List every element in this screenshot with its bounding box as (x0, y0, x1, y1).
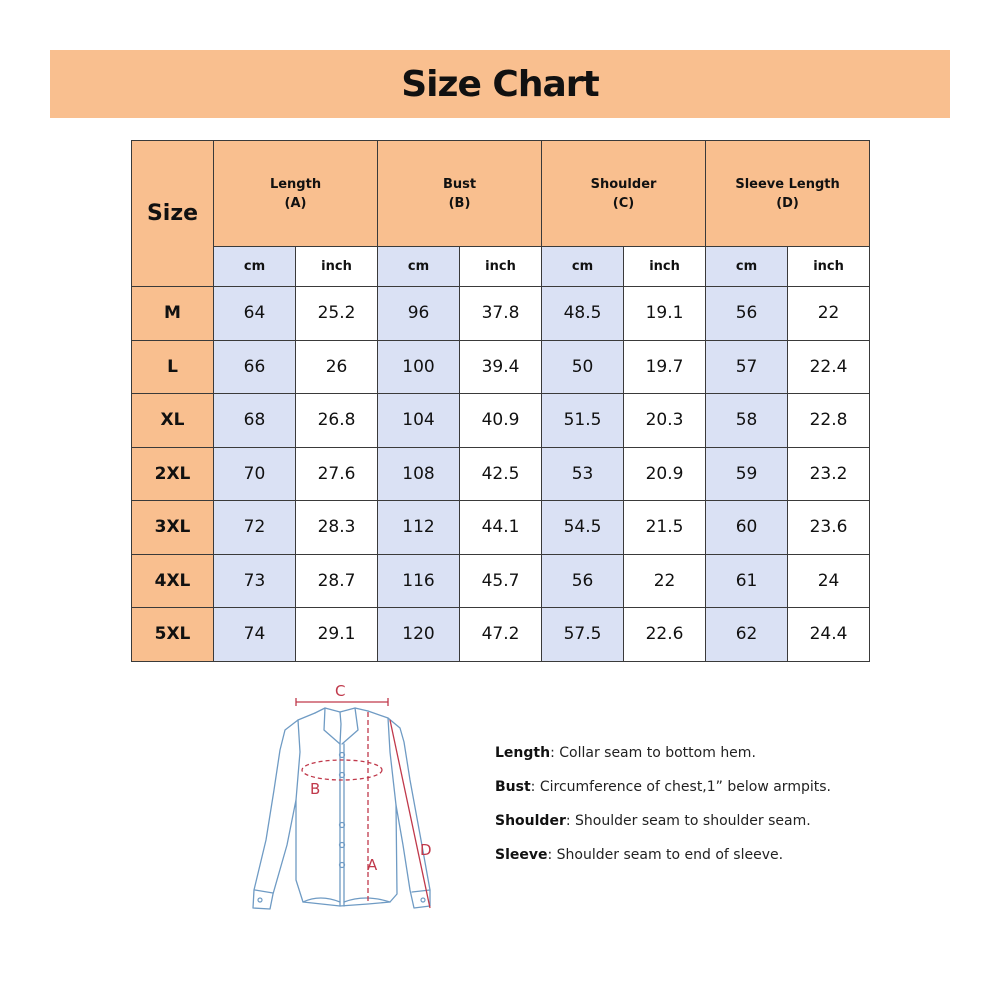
inch-value-cell: 23.6 (788, 501, 870, 555)
cm-value-cell: 53 (542, 447, 624, 501)
title-banner (50, 50, 950, 118)
inch-value-cell: 44.1 (460, 501, 542, 555)
inch-value-cell: 47.2 (460, 608, 542, 662)
measurement-legend (495, 744, 915, 880)
inch-value-cell: 37.8 (460, 287, 542, 341)
cm-value-cell: 70 (214, 447, 296, 501)
cm-value-cell: 73 (214, 554, 296, 608)
shirt-outline (253, 708, 430, 909)
group-code: (D) (776, 195, 799, 211)
cm-value-cell: 96 (378, 287, 460, 341)
unit-cm-header: cm (706, 247, 788, 287)
cm-value-cell: 57.5 (542, 608, 624, 662)
group-code: (B) (448, 195, 471, 211)
group-header-sleeve-length (706, 141, 870, 247)
unit-inch-header: inch (788, 247, 870, 287)
cm-value-cell: 56 (706, 287, 788, 341)
legend-term: Sleeve (495, 847, 548, 863)
cm-value-cell: 100 (378, 340, 460, 394)
cm-value-cell: 57 (706, 340, 788, 394)
group-header-shoulder (542, 141, 706, 247)
cm-value-cell: 50 (542, 340, 624, 394)
legend-term: Shoulder (495, 813, 566, 829)
inch-value-cell: 40.9 (460, 394, 542, 448)
legend-item-length (495, 744, 915, 762)
group-code: (C) (612, 195, 635, 211)
inch-value-cell: 20.9 (624, 447, 706, 501)
size-label: 5XL (132, 608, 214, 662)
cm-value-cell: 74 (214, 608, 296, 662)
table-row (132, 394, 870, 448)
legend-item-sleeve (495, 846, 915, 864)
inch-value-cell: 29.1 (296, 608, 378, 662)
legend-term: Bust (495, 779, 531, 795)
cm-value-cell: 60 (706, 501, 788, 555)
unit-inch-header: inch (296, 247, 378, 287)
cm-value-cell: 104 (378, 394, 460, 448)
measure-label-d: D (420, 841, 432, 859)
unit-cm-header: cm (542, 247, 624, 287)
inch-value-cell: 25.2 (296, 287, 378, 341)
cm-value-cell: 48.5 (542, 287, 624, 341)
cm-value-cell: 72 (214, 501, 296, 555)
legend-item-shoulder (495, 812, 915, 830)
cm-value-cell: 59 (706, 447, 788, 501)
table-row (132, 608, 870, 662)
cm-value-cell: 112 (378, 501, 460, 555)
inch-value-cell: 19.1 (624, 287, 706, 341)
inch-value-cell: 27.6 (296, 447, 378, 501)
group-name: Sleeve Length (735, 176, 840, 192)
legend-term: Length (495, 745, 551, 761)
legend-item-bust (495, 778, 915, 796)
shirt-diagram (240, 680, 450, 920)
table-row (132, 554, 870, 608)
inch-value-cell: 45.7 (460, 554, 542, 608)
size-table (131, 140, 870, 662)
page-title: Size Chart (401, 63, 599, 105)
inch-value-cell: 20.3 (624, 394, 706, 448)
inch-value-cell: 26.8 (296, 394, 378, 448)
cm-value-cell: 62 (706, 608, 788, 662)
measurement-lines (296, 698, 430, 908)
unit-inch-header: inch (624, 247, 706, 287)
cm-value-cell: 51.5 (542, 394, 624, 448)
unit-cm-header: cm (214, 247, 296, 287)
cm-value-cell: 66 (214, 340, 296, 394)
cm-value-cell: 64 (214, 287, 296, 341)
inch-value-cell: 22.8 (788, 394, 870, 448)
unit-header-row (132, 247, 870, 287)
inch-value-cell: 24.4 (788, 608, 870, 662)
inch-value-cell: 26 (296, 340, 378, 394)
cm-value-cell: 56 (542, 554, 624, 608)
table-row (132, 447, 870, 501)
legend-text: : Shoulder seam to shoulder seam. (565, 813, 811, 829)
cm-value-cell: 68 (214, 394, 296, 448)
unit-inch-header: inch (460, 247, 542, 287)
size-label: M (132, 287, 214, 341)
legend-text: : Collar seam to bottom hem. (550, 745, 756, 761)
inch-value-cell: 23.2 (788, 447, 870, 501)
cm-value-cell: 61 (706, 554, 788, 608)
size-label: XL (132, 394, 214, 448)
cm-value-cell: 116 (378, 554, 460, 608)
group-name: Bust (442, 176, 477, 192)
group-header-length (214, 141, 378, 247)
inch-value-cell: 24 (788, 554, 870, 608)
inch-value-cell: 22.4 (788, 340, 870, 394)
unit-cm-header: cm (378, 247, 460, 287)
measure-label-a: A (367, 856, 378, 874)
group-header-bust (378, 141, 542, 247)
cm-value-cell: 108 (378, 447, 460, 501)
inch-value-cell: 19.7 (624, 340, 706, 394)
inch-value-cell: 28.3 (296, 501, 378, 555)
cm-value-cell: 58 (706, 394, 788, 448)
inch-value-cell: 39.4 (460, 340, 542, 394)
size-label: L (132, 340, 214, 394)
table-row (132, 287, 870, 341)
inch-value-cell: 28.7 (296, 554, 378, 608)
cm-value-cell: 54.5 (542, 501, 624, 555)
group-code: (A) (284, 195, 307, 211)
inch-value-cell: 22.6 (624, 608, 706, 662)
size-column-header: Size (132, 141, 214, 287)
size-label: 2XL (132, 447, 214, 501)
table-row (132, 501, 870, 555)
table-row (132, 340, 870, 394)
group-name: Shoulder (590, 176, 657, 192)
size-table-body (132, 287, 870, 662)
size-label: 3XL (132, 501, 214, 555)
group-name: Length (269, 176, 322, 192)
legend-text: : Circumference of chest,1” below armpits. (530, 779, 831, 795)
inch-value-cell: 22 (788, 287, 870, 341)
measure-label-b: B (310, 780, 321, 798)
measure-label-c: C (335, 682, 346, 700)
legend-text: : Shoulder seam to end of sleeve. (547, 847, 784, 863)
inch-value-cell: 42.5 (460, 447, 542, 501)
cm-value-cell: 120 (378, 608, 460, 662)
group-header-row (132, 141, 870, 247)
size-label: 4XL (132, 554, 214, 608)
inch-value-cell: 21.5 (624, 501, 706, 555)
inch-value-cell: 22 (624, 554, 706, 608)
